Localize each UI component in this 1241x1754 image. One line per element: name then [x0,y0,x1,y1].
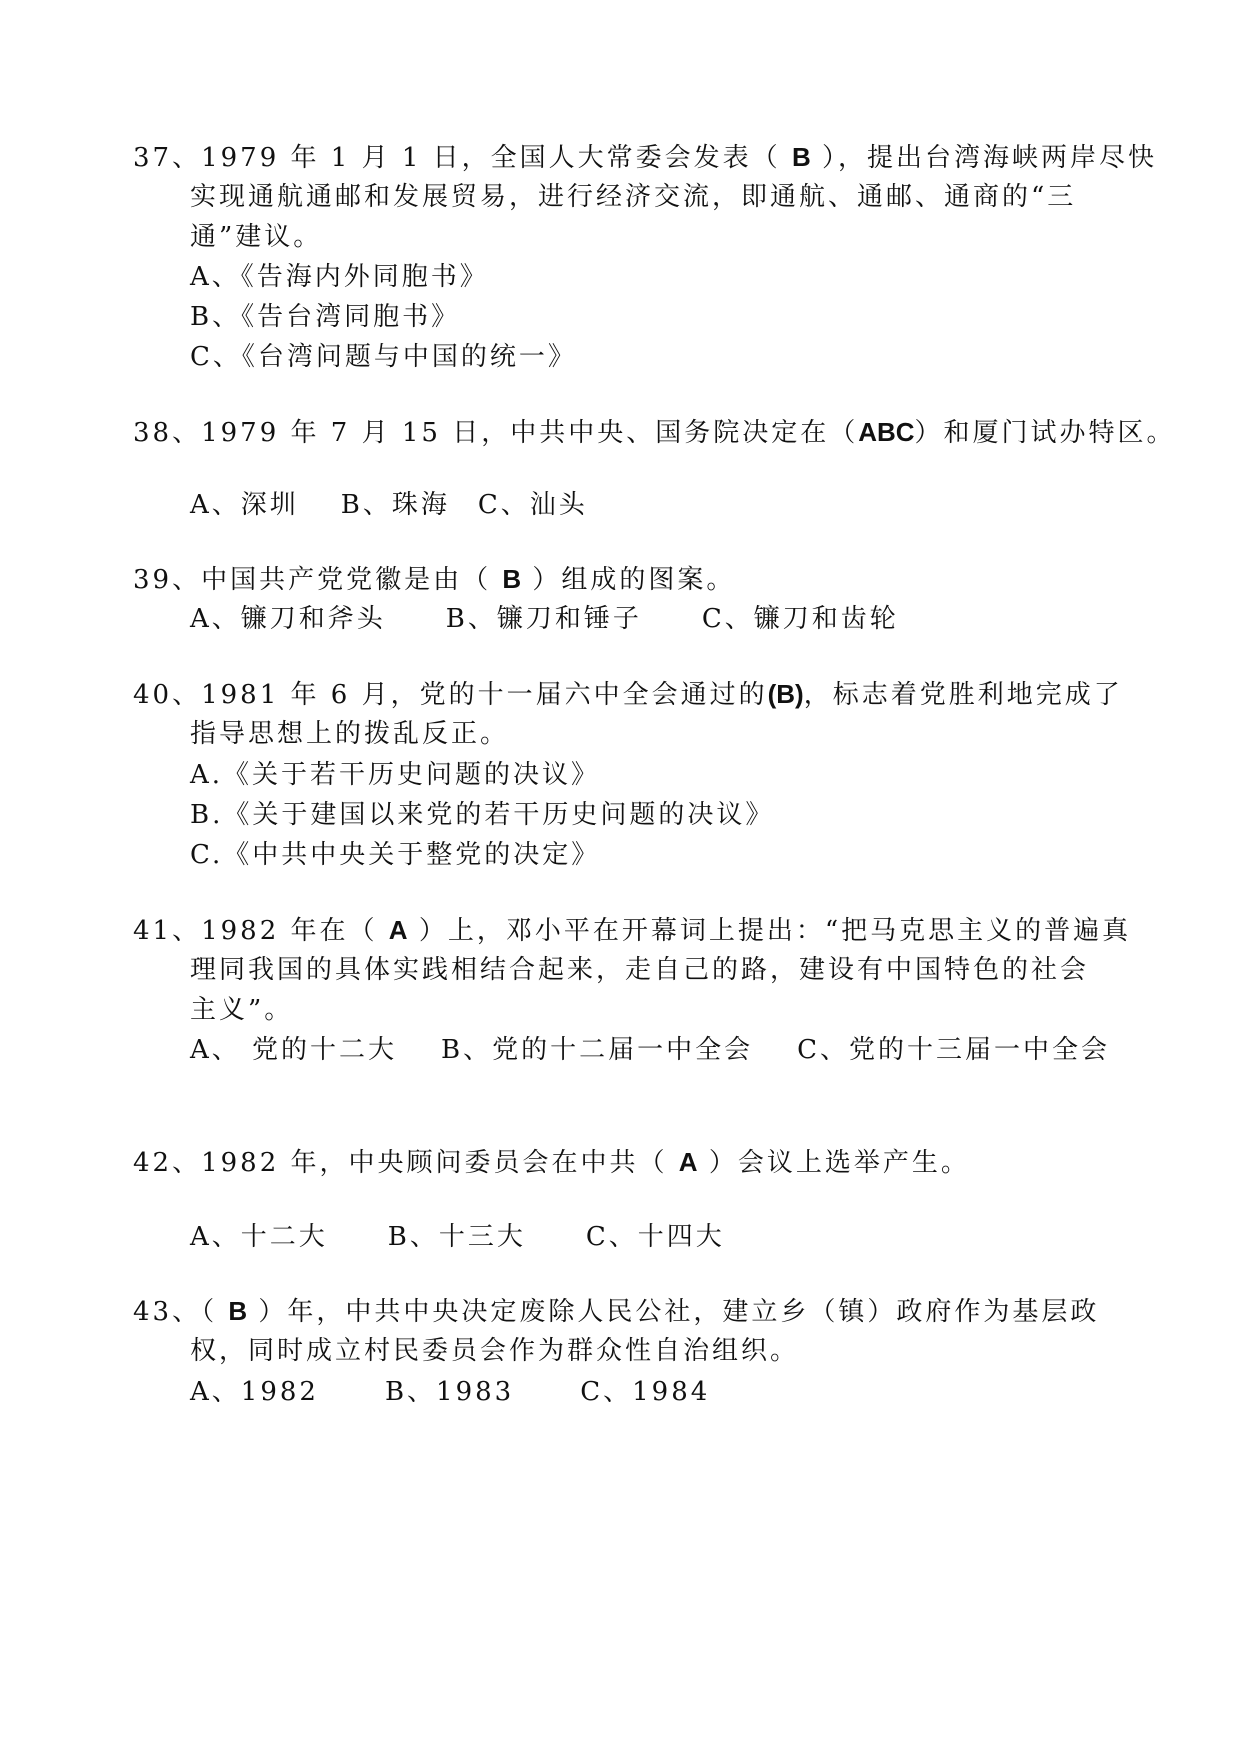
question-41-line-3: 主义”。 [190,995,294,1025]
question-43-line-1 [133,1291,1099,1332]
question-39-option-b: B、镰刀和锤子 [445,604,642,634]
question-42-text: 42、1982 年，中央顾问委员会在中共（ [133,1148,679,1178]
question-39-option-c: C、镰刀和齿轮 [701,604,899,634]
question-39-line-1 [133,559,735,600]
question-39-answer: B [502,564,522,594]
question-38-option-c: C、汕头 [477,490,588,520]
question-42-option-c: C、十四大 [585,1222,725,1252]
question-40-option-b: B.《关于建国以来党的若干历史问题的决议》 [190,800,775,830]
question-43-options [190,1372,710,1412]
question-39-options [190,599,899,639]
question-37-line-1 [133,137,1157,178]
question-38-text-after: ）和厦门试办特区。 [914,418,1176,448]
question-42-option-a: A、十二大 [190,1222,328,1252]
question-37-line-3: 通”建议。 [190,222,323,252]
question-37-line-2: 实现通航通邮和发展贸易，进行经济交流，即通航、通邮、通商的“三 [190,182,1077,212]
question-41-options [190,1030,1110,1070]
question-42-line-1 [133,1142,970,1183]
question-41-option-c: C、党的十三届一中全会 [797,1035,1111,1065]
question-40-answer: (B) [767,679,804,709]
question-41-line-1 [133,910,1131,951]
question-41-text: 41、1982 年在（ [133,916,389,946]
question-38-text: 38、1979 年 7 月 15 日，中共中央、国务院决定在（ [133,418,859,448]
question-38-options [190,485,588,525]
question-42-text-after: ）会议上选举产生。 [697,1148,970,1178]
question-41-option-a: A、 党的十二大 [190,1035,398,1065]
question-38-option-a: A、深圳 [190,490,299,520]
question-37-option-c: C、《台湾问题与中国的统一》 [190,342,577,372]
question-37-text-after: ），提出台湾海峡两岸尽快 [810,143,1157,173]
question-37-text: 37、1979 年 1 月 1 日，全国人大常委会发表（ [133,143,792,173]
question-42-options [190,1217,725,1257]
question-39-text-after: ）组成的图案。 [521,565,736,595]
question-43-option-c: C、1984 [580,1377,711,1407]
question-43-answer: B [228,1296,248,1326]
question-43-option-a: A、1982 [190,1377,319,1407]
question-39-option-a: A、镰刀和斧头 [190,604,386,634]
question-38-answer: ABC [858,417,915,447]
question-40-text: 40、1981 年 6 月，党的十一届六中全会通过的 [133,680,768,710]
question-40-text-after: ，标志着党胜利地完成了 [803,680,1123,710]
question-43-text: 43、（ [133,1297,229,1327]
question-38-option-b: B、珠海 [340,490,450,520]
question-43-text-after: ）年，中共中央决定废除人民公社，建立乡（镇）政府作为基层政 [247,1297,1100,1327]
question-40-option-c: C.《中共中央关于整党的决定》 [190,840,601,870]
question-38-line-1 [133,412,1176,453]
question-37-option-a: A、《告海内外同胞书》 [190,262,489,292]
question-37-option-b: B、《告台湾同胞书》 [190,302,461,332]
question-42-answer: A [678,1147,698,1177]
question-40-line-2: 指导思想上的拨乱反正。 [190,719,510,749]
question-40-line-1 [133,674,1123,715]
question-41-text-after: ）上，邓小平在开幕词上提出：“把马克思主义的普遍真 [407,916,1132,946]
question-42-option-b: B、十三大 [387,1222,526,1252]
question-39-text: 39、中国共产党党徽是由（ [133,565,503,595]
question-43-line-2: 权，同时成立村民委员会作为群众性自治组织。 [190,1336,800,1366]
question-41-option-b: B、党的十二届一中全会 [441,1035,754,1065]
question-41-line-2: 理同我国的具体实践相结合起来，走自己的路，建设有中国特色的社会 [190,955,1090,985]
question-41-answer: A [388,915,408,945]
question-37-answer: B [791,142,811,172]
question-43-option-b: B、1983 [384,1377,515,1407]
question-40-option-a: A.《关于若干历史问题的决议》 [190,760,601,790]
